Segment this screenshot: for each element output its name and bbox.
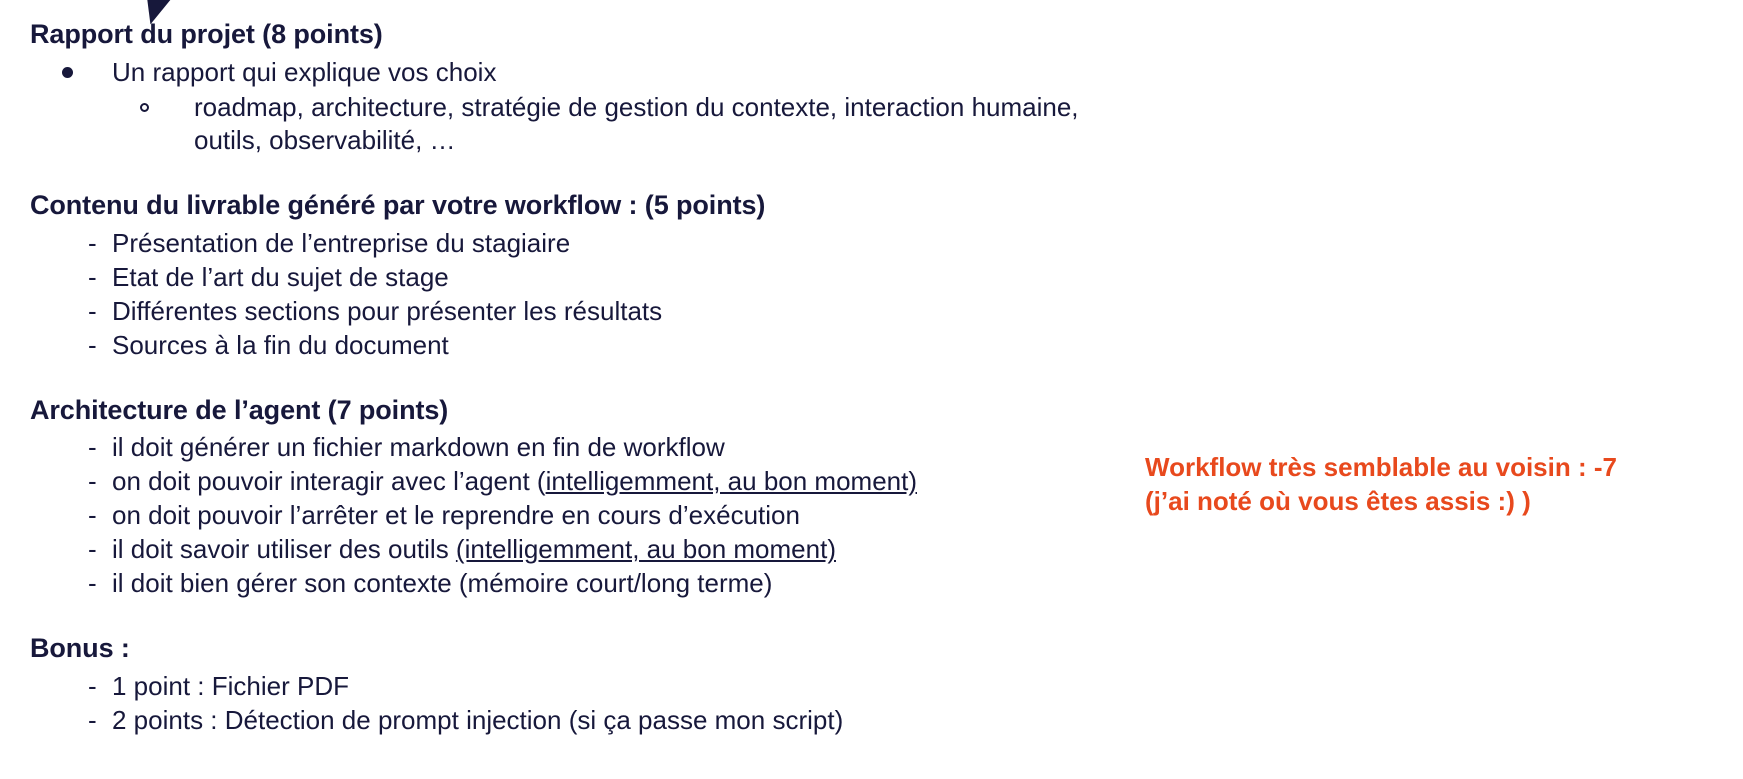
section-contenu-du-livrable (30, 189, 1130, 362)
list-item-label: il doit générer un fichier markdown en fin de workflow (112, 432, 725, 463)
dash-list (30, 431, 1130, 600)
list-item (30, 499, 1130, 532)
list-item-label: 1 point : Fichier PDF (112, 671, 349, 702)
bullet-circle-icon (140, 103, 149, 112)
list-item-label: il doit bien gérer son contexte (mémoire court/long terme) (112, 568, 773, 599)
list-item (30, 533, 1130, 566)
list-item (30, 227, 1130, 260)
section-heading: Bonus : (30, 633, 130, 664)
list-item-label: 2 points : Détection de prompt injection (si ça passe mon script) (112, 705, 844, 736)
list-item (30, 567, 1130, 600)
list-item-label: roadmap, architecture, stratégie de gestion du contexte, interaction humaine, outils, observabilité, … (194, 91, 1079, 155)
list-item-label: Sources à la fin du document (112, 329, 449, 360)
list-item-underlined-text: (intelligemment, au bon moment) (455, 534, 836, 565)
list-item-label: on doit pouvoir l’arrêter et le reprendre en cours d’exécution (112, 500, 800, 531)
section-bonus (30, 632, 1130, 737)
section-architecture-agent (30, 394, 1130, 601)
list-item-label: Différentes sections pour présenter les résultats (112, 295, 663, 326)
list-item (30, 56, 1130, 157)
list-item (112, 91, 1130, 157)
dash-marker: - (88, 500, 97, 531)
warning-note-line-1: Workflow très semblable au voisin : -7 (1145, 452, 1617, 482)
dash-marker: - (88, 534, 97, 565)
dash-marker: - (88, 432, 97, 463)
dash-marker: - (88, 295, 97, 326)
dash-marker: - (88, 705, 97, 736)
list-item-label: il doit savoir utiliser des outils (112, 534, 456, 565)
sub-bullet-list (112, 91, 1130, 157)
list-item (30, 704, 1130, 737)
list-item (30, 295, 1130, 328)
dash-list (30, 670, 1130, 737)
list-item-label: Présentation de l’entreprise du stagiaire (112, 227, 571, 258)
dash-marker: - (88, 329, 97, 360)
bullet-dot-icon (62, 67, 73, 78)
dash-marker: - (88, 671, 97, 702)
list-item-label: on doit pouvoir interagir avec l’agent ( (112, 466, 546, 497)
list-item-underlined-text: intelligemment, au bon moment) (545, 466, 917, 497)
warning-note (1145, 450, 1725, 519)
dash-marker: - (88, 466, 97, 497)
dash-list (30, 227, 1130, 362)
list-item (30, 329, 1130, 362)
list-item-label: Un rapport qui explique vos choix (112, 56, 497, 87)
list-item (30, 670, 1130, 703)
section-rapport-du-projet (30, 18, 1130, 157)
section-heading: Contenu du livrable généré par votre workflow : (5 points) (30, 189, 766, 220)
bullet-list (30, 56, 1130, 157)
dash-marker: - (88, 227, 97, 258)
warning-note-line-2: (j’ai noté où vous êtes assis :) ) (1145, 486, 1531, 517)
list-item (30, 431, 1130, 464)
dash-marker: - (88, 261, 97, 292)
slide-content (30, 18, 1130, 738)
section-heading: Architecture de l’agent (7 points) (30, 394, 449, 425)
list-item (30, 261, 1130, 294)
list-item-label: Etat de l’art du sujet de stage (112, 261, 449, 292)
dash-marker: - (88, 568, 97, 599)
list-item (30, 465, 1130, 498)
section-heading: Rapport du projet (8 points) (30, 19, 383, 49)
